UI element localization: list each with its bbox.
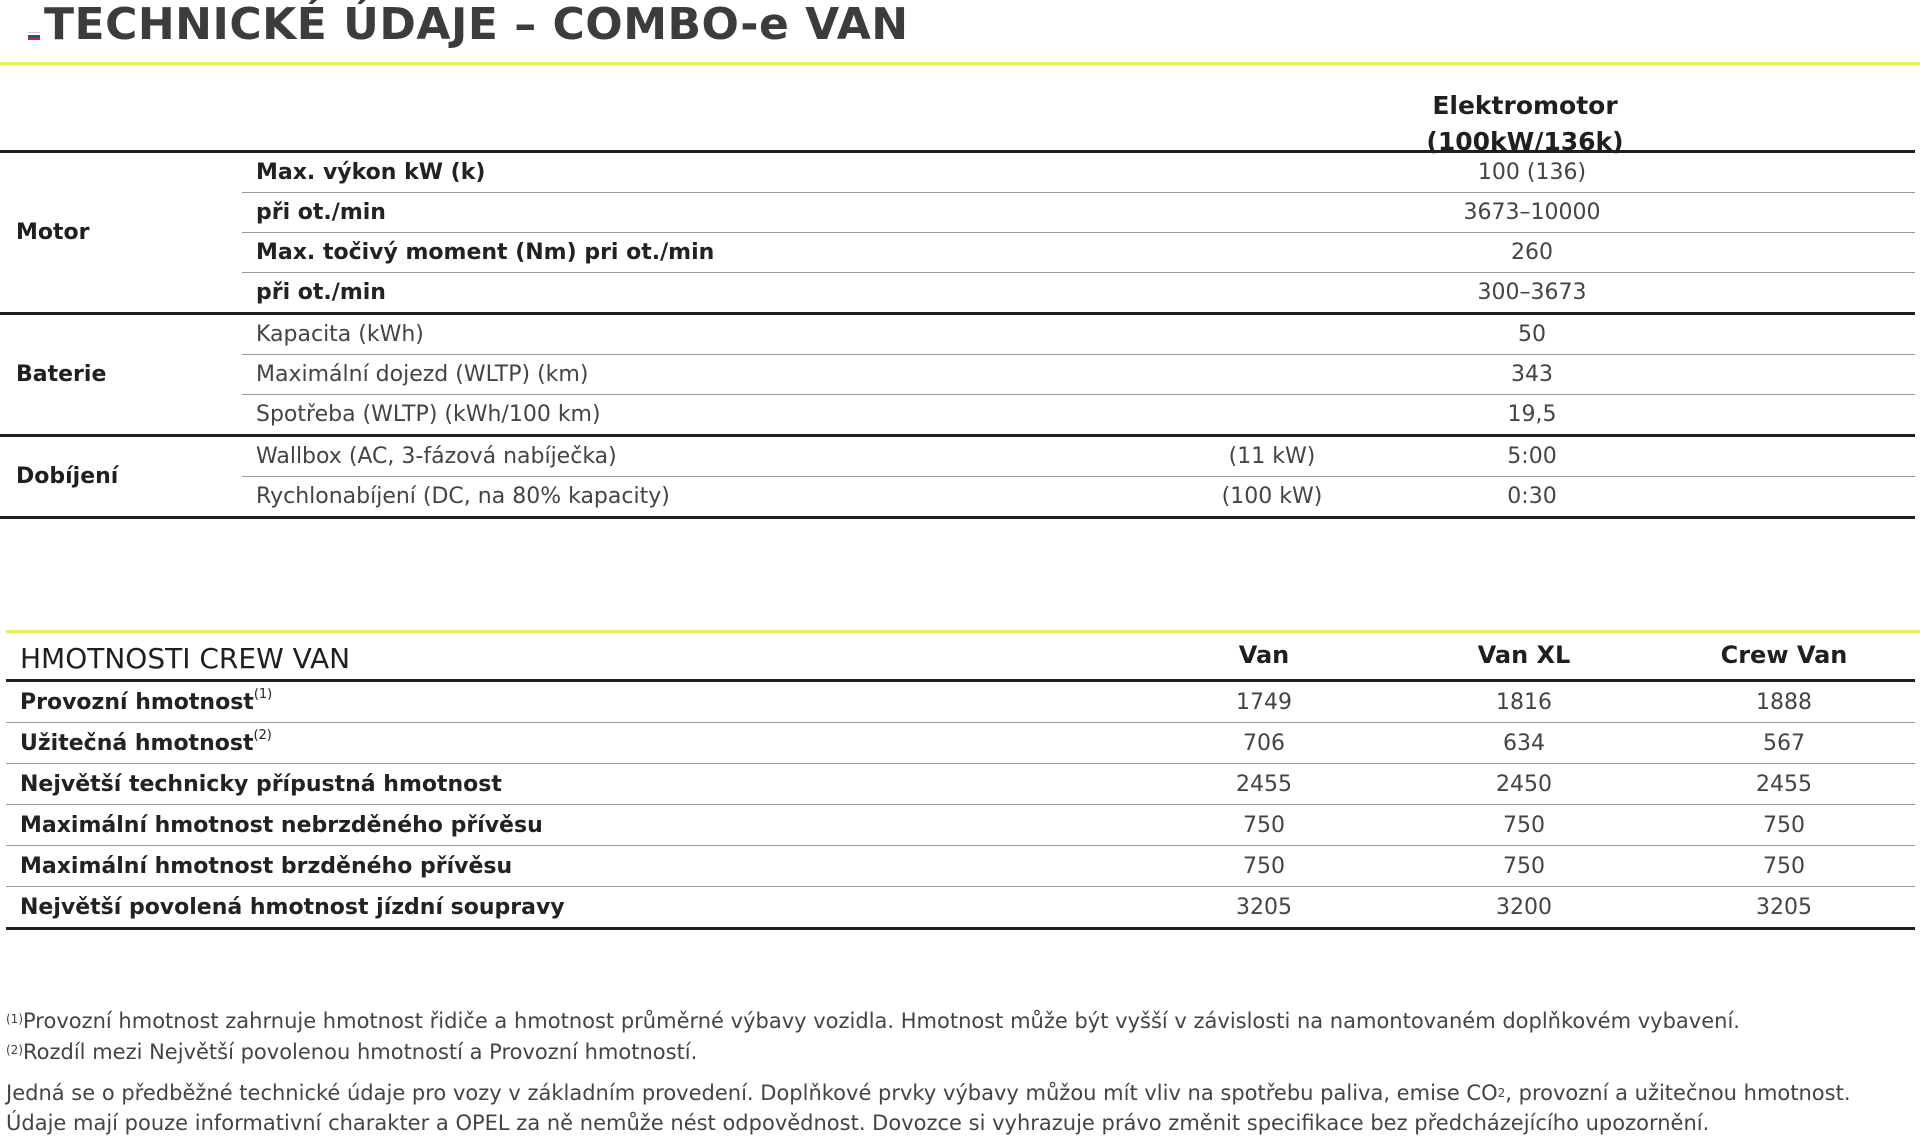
engine-table-row	[242, 394, 1915, 434]
engine-row-label: Max. výkon kW (k)	[256, 160, 486, 185]
engine-row-value: 0:30	[1507, 484, 1557, 509]
weights-table-row	[6, 763, 1915, 804]
engine-row-label: Max. točivý moment (Nm) pri ot./min	[256, 240, 715, 265]
disclaimer-line-1	[6, 1078, 1916, 1108]
engine-table-row	[242, 315, 1915, 354]
engine-table	[0, 150, 1915, 519]
weights-cell: 750	[1243, 812, 1285, 838]
engine-row-label: při ot./min	[256, 280, 386, 305]
engine-row-value: 343	[1511, 362, 1553, 387]
weights-cell: 3205	[1236, 894, 1292, 920]
czech-flag-icon	[28, 32, 40, 40]
column-crew-van: Crew Van	[1720, 641, 1848, 669]
footnotes	[6, 1006, 1916, 1138]
engine-table-row	[242, 354, 1915, 394]
disclaimer-line-2: Údaje mají pouze informativní charakter a OPEL za ně nemůže nést odpovědnost. Dovozce si vyhrazuje právo změnit specifikace bez předcházejícího upozornění.	[6, 1111, 1710, 1135]
engine-table-row	[242, 192, 1915, 232]
engine-row-label: Kapacita (kWh)	[256, 322, 424, 347]
weights-cell: 750	[1763, 853, 1805, 879]
engine-row-power: (11 kW)	[1228, 444, 1316, 469]
engine-row-label: při ot./min	[256, 200, 386, 225]
footnote-1	[6, 1006, 1916, 1037]
weights-row-label	[6, 727, 1134, 756]
engine-row-value: 100 (136)	[1477, 160, 1587, 185]
engine-row-label: Rychlonabíjení (DC, na 80% kapacity)	[256, 484, 670, 509]
engine-row-label: Maximální dojezd (WLTP) (km)	[256, 362, 589, 387]
column-van: Van	[1238, 641, 1290, 669]
weights-row-label	[6, 686, 1134, 715]
engine-group-label: Dobíjení	[16, 464, 119, 489]
weights-table-row	[6, 682, 1915, 722]
engine-group-1	[0, 312, 1915, 434]
engine-row-value: 19,5	[1507, 402, 1557, 427]
engine-group-0	[0, 153, 1915, 312]
engine-header-line1: Elektromotor	[1432, 91, 1618, 120]
engine-table-row	[242, 232, 1915, 272]
footnote-2-mark: (2)	[6, 1043, 23, 1057]
weights-table-row	[6, 845, 1915, 886]
footnote-1-text: Provozní hmotnost zahrnuje hmotnost řidiče a hmotnost průměrné výbavy vozidla. Hmotnost může být vyšší v závislosti na namontovaném doplňkovém vybavení.	[23, 1009, 1740, 1033]
engine-table-row	[242, 476, 1915, 516]
engine-row-value: 5:00	[1507, 444, 1557, 469]
weights-row-label-text: Největší technicky přípustná hmotnost	[20, 771, 502, 797]
weights-cell: 750	[1763, 812, 1805, 838]
engine-table-row	[242, 437, 1915, 476]
engine-group-label: Motor	[16, 220, 90, 245]
engine-group-2	[0, 434, 1915, 516]
weights-row-label-text: Maximální hmotnost brzděného přívěsu	[20, 853, 513, 879]
weights-cell: 750	[1243, 853, 1285, 879]
engine-row-value: 3673–10000	[1463, 200, 1601, 225]
weights-cell: 750	[1503, 812, 1545, 838]
weights-cell: 3205	[1756, 894, 1812, 920]
engine-row-label: Wallbox (AC, 3-fázová nabíječka)	[256, 444, 617, 469]
weights-cell: 2450	[1496, 771, 1552, 797]
weights-row-label-text: Maximální hmotnost nebrzděného přívěsu	[20, 812, 543, 838]
weights-table-header	[6, 632, 1915, 682]
weights-table-title: HMOTNOSTI CREW VAN	[20, 642, 351, 675]
engine-header-line2: (100kW/136k)	[1426, 127, 1624, 156]
weights-table-body	[6, 682, 1915, 930]
footnote-ref: (2)	[253, 727, 272, 743]
weights-cell: 2455	[1236, 771, 1292, 797]
footnote-ref: (1)	[253, 686, 273, 702]
title-accent-line	[0, 62, 1920, 65]
weights-cell: 567	[1763, 730, 1805, 756]
engine-table-row	[242, 153, 1915, 192]
engine-group-label: Baterie	[16, 362, 107, 387]
column-van-xl: Van XL	[1477, 641, 1571, 669]
weights-row-label	[6, 813, 1134, 838]
title-bar	[28, 0, 909, 50]
weights-table-row	[6, 804, 1915, 845]
disclaimer-part-b: , provozní a užitečnou hmotnost.	[1505, 1081, 1851, 1105]
weights-row-label-text: Největší povolená hmotnost jízdní soupravy	[20, 894, 565, 920]
weights-row-label	[6, 854, 1134, 879]
weights-row-label	[6, 772, 1134, 797]
engine-row-power: (100 kW)	[1221, 484, 1323, 509]
weights-cell: 1816	[1496, 689, 1552, 715]
weights-row-label	[6, 895, 1134, 920]
weights-row-label-text: Užitečná hmotnost	[20, 730, 254, 756]
weights-row-label-text: Provozní hmotnost	[20, 689, 254, 715]
engine-table-row	[242, 272, 1915, 312]
weights-table	[6, 632, 1915, 930]
footnote-2-text: Rozdíl mezi Největší povolenou hmotností a Provozní hmotností.	[23, 1040, 698, 1064]
weights-cell: 2455	[1756, 771, 1812, 797]
weights-cell: 1749	[1236, 689, 1292, 715]
engine-row-value: 50	[1518, 322, 1546, 347]
weights-cell: 706	[1243, 730, 1285, 756]
weights-cell: 3200	[1496, 894, 1552, 920]
weights-cell: 1888	[1756, 689, 1812, 715]
weights-cell: 750	[1503, 853, 1545, 879]
weights-table-row	[6, 886, 1915, 927]
engine-row-value: 260	[1511, 240, 1553, 265]
disclaimer	[6, 1078, 1916, 1138]
engine-row-label: Spotřeba (WLTP) (kWh/100 km)	[256, 402, 601, 427]
footnote-1-mark: (1)	[6, 1012, 23, 1026]
disclaimer-part-a: Jedná se o předběžné technické údaje pro vozy v základním provedení. Doplňkové prvky výbavy můžou mít vliv na spotřebu paliva, emise CO	[6, 1081, 1498, 1105]
page-title: TECHNICKÉ ÚDAJE – COMBO-e VAN	[44, 0, 909, 50]
engine-row-value: 300–3673	[1477, 280, 1587, 305]
disclaimer-sub: 2	[1497, 1086, 1506, 1100]
weights-table-row	[6, 722, 1915, 763]
weights-cell: 634	[1503, 730, 1545, 756]
footnote-2	[6, 1037, 1916, 1068]
